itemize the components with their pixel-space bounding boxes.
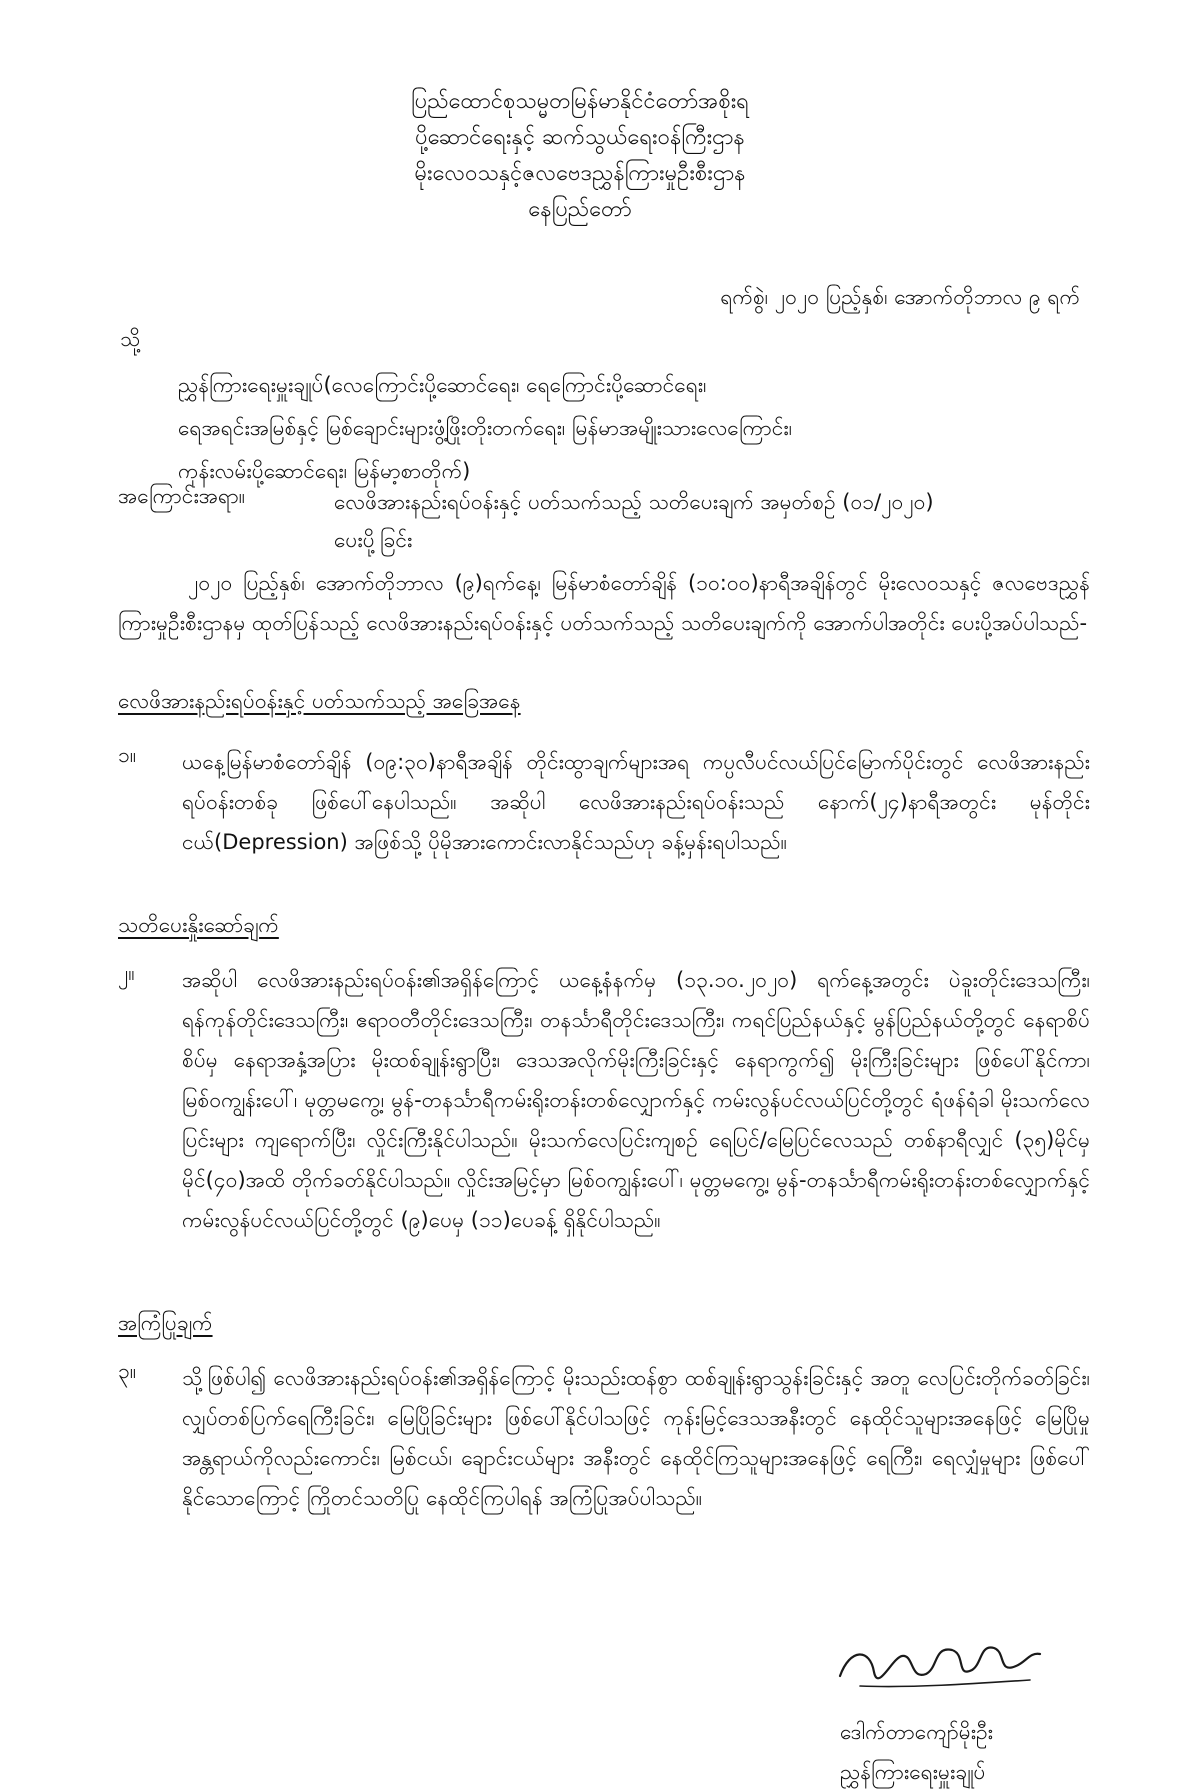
recipient-line: ညွှန်ကြားရေးမှူးချုပ်(လေကြောင်းပို့ဆောင်ရေး၊ ရေကြောင်းပို့ဆောင်ရေး၊ (178, 373, 707, 397)
subject-line: လေဖိအားနည်းရပ်ဝန်းနှင့် ပတ်သက်သည့် သတိပေးချက် အမှတ်စဉ် (၀၁/၂၀၂၀) (334, 490, 934, 514)
date-line: ရက်စွဲ၊ ၂၀၂၀ ပြည့်နှစ်၊ အောက်တိုဘာလ ၉ ရက် (720, 285, 1080, 309)
header-government: ပြည်ထောင်စုသမ္မတမြန်မာနိုင်ငံတော်အစိုးရ (411, 89, 749, 114)
header-ministry: ပို့ဆောင်ရေးနှင့် ဆက်သွယ်ရေးဝန်ကြီးဌာန (415, 125, 745, 150)
subject-line: ပေးပို့ခြင်း (334, 528, 413, 552)
paragraph-3 (118, 1358, 1090, 1578)
paragraph-number: ၂။ (118, 961, 135, 985)
to-label: သို့ (120, 327, 141, 351)
subject-label: အကြောင်းအရာ။ (118, 484, 246, 508)
intro-text: ၂၀၂၀ ပြည့်နှစ်၊ အောက်တိုဘာလ (၉)ရက်နေ့၊ မြန်မာစံတော်ချိန် (၁၀:၀၀)နာရီအချိန်တွင် မိုးလေဝသနှင့် ဇလဗေဒညွှန်ကြားမှုဦးစီးဌာနမှ ထုတ်ပြန်သည့် လေဖိအားနည်းရပ်ဝန်းနှင့် ပတ်သက်သည့် သတိပေးချက်ကို အောက်ပါအတိုင်း ပေးပို့အပ်ပါသည်- (118, 571, 1090, 635)
paragraph-number: ၃။ (118, 1359, 137, 1383)
header-city: နေပြည်တော် (528, 197, 632, 222)
paragraph-1 (118, 742, 1090, 912)
section-heading-situation: လေဖိအားနည်းရပ်ဝန်းနှင့် ပတ်သက်သည့် အခြေအနေ (118, 689, 521, 713)
recipient-line: ကုန်းလမ်းပို့ဆောင်ရေး၊ မြန်မာ့စာတိုက်) (178, 459, 471, 483)
signatory-name: ဒေါက်တာကျော်မိုးဦး (840, 1720, 994, 1744)
signatory-title: ညွှန်ကြားရေးမှူးချုပ် (840, 1760, 986, 1784)
paragraph-2 (118, 960, 1090, 1380)
section-heading-advice: အကြံပြုချက် (118, 1311, 213, 1335)
handwritten-signature (830, 1628, 1050, 1698)
signatory-block (840, 1712, 993, 1792)
recipients (178, 364, 1078, 493)
paragraph-text: အဆိုပါ လေဖိအားနည်းရပ်ဝန်း၏အရှိန်ကြောင့် ယနေ့နံနက်မှ (၁၃.၁၀.၂၀၂၀) ရက်နေ့အတွင်း ပဲခူးတိုင်းဒေသကြီး၊ ရန်ကုန်တိုင်းဒေသကြီး၊ ဧရာဝတီတိုင်းဒေသကြီး၊ တနင်္သာရီတိုင်းဒေသကြီး၊ ကရင်ပြည်နယ်နှင့် မွန်ပြည်နယ်တို့တွင် နေရာစိပ်စိပ်မှ နေရာအနှံ့အပြား မိုးထစ်ချုန်းရွာပြီး၊ ဒေသအလိုက်မိုးကြီးခြင်းနှင့် နေရာကွက်၍ မိုးကြီးခြင်းများ ဖြစ်ပေါ်နိုင်ကာ၊ မြစ်ဝကျွန်းပေါ်၊ မုတ္တမကွေ့၊ မွန်-တနင်္သာရီကမ်းရိုးတန်းတစ်လျှောက်နှင့် ကမ်းလွန်ပင်လယ်ပြင်တို့တွင် ရံဖန်ရံခါ မိုးသက်လေပြင်းများ ကျရောက်ပြီး၊ လှိုင်းကြီးနိုင်ပါသည်။ မိုးသက်လေပြင်းကျစဉ် ရေပြင်/မြေပြင်လေသည် တစ်နာရီလျှင် (၃၅)မိုင်မှ မိုင်(၄၀)အထိ တိုက်ခတ်နိုင်ပါသည်။ လှိုင်းအမြင့်မှာ မြစ်ဝကျွန်းပေါ်၊ မုတ္တမကွေ့၊ မွန်-တနင်္သာရီကမ်းရိုးတန်းတစ်လျှောက်နှင့် ကမ်းလွန်ပင်လယ်ပြင်တို့တွင် (၉)ပေမှ (၁၁)ပေခန့် ရှိနိုင်ပါသည်။ (182, 968, 1090, 1232)
section-heading-warning: သတိပေးနှိုးဆော်ချက် (118, 913, 279, 937)
paragraph-text: ယနေ့မြန်မာစံတော်ချိန် (၀၉:၃၀)နာရီအချိန် တိုင်းထွာချက်များအရ ကပ္ပလီပင်လယ်ပြင်မြောက်ပိုင်းတွင် လေဖိအားနည်းရပ်ဝန်းတစ်ခု ဖြစ်ပေါ်နေပါသည်။ အဆိုပါ လေဖိအားနည်းရပ်ဝန်းသည် နောက်(၂၄)နာရီအတွင်း မုန်တိုင်းငယ်(Depression) အဖြစ်သို့ ပိုမိုအားကောင်းလာနိုင်သည်ဟု ခန့်မှန်းရပါသည်။ (182, 750, 1090, 854)
recipient-line: ရေအရင်းအမြစ်နှင့် မြစ်ချောင်းများဖွံ့ဖြိုးတိုးတက်ရေး၊ မြန်မာအမျိုးသားလေကြောင်း၊ (178, 416, 793, 440)
paragraph-text: သို့ဖြစ်ပါ၍ လေဖိအားနည်းရပ်ဝန်း၏အရှိန်ကြောင့် မိုးသည်းထန်စွာ ထစ်ချုန်းရွာသွန်းခြင်းနှင့် အတူ လေပြင်းတိုက်ခတ်ခြင်း၊ လျှပ်တစ်ပြက်ရေကြီးခြင်း၊ မြေပြိုခြင်းများ ဖြစ်ပေါ်နိုင်ပါသဖြင့် ကုန်းမြင့်ဒေသအနီးတွင် နေထိုင်သူများအနေဖြင့် မြေပြိုမှုအန္တရာယ်ကိုလည်းကောင်း၊ မြစ်ငယ်၊ ချောင်းငယ်များ အနီးတွင် နေထိုင်ကြသူများအနေဖြင့် ရေကြီး၊ ရေလျှံမှုများ ဖြစ်ပေါ်နိုင်သောကြောင့် ကြိုတင်သတိပြု နေထိုင်ကြပါရန် အကြံပြုအပ်ပါသည်။ (182, 1366, 1090, 1510)
intro-paragraph (118, 563, 1090, 643)
header-department: မိုးလေဝသနှင့်ဇလဗေဒညွှန်ကြားမှုဦးစီးဌာန (414, 161, 746, 186)
subject-text (334, 483, 1094, 559)
paragraph-number: ၁။ (118, 743, 137, 767)
